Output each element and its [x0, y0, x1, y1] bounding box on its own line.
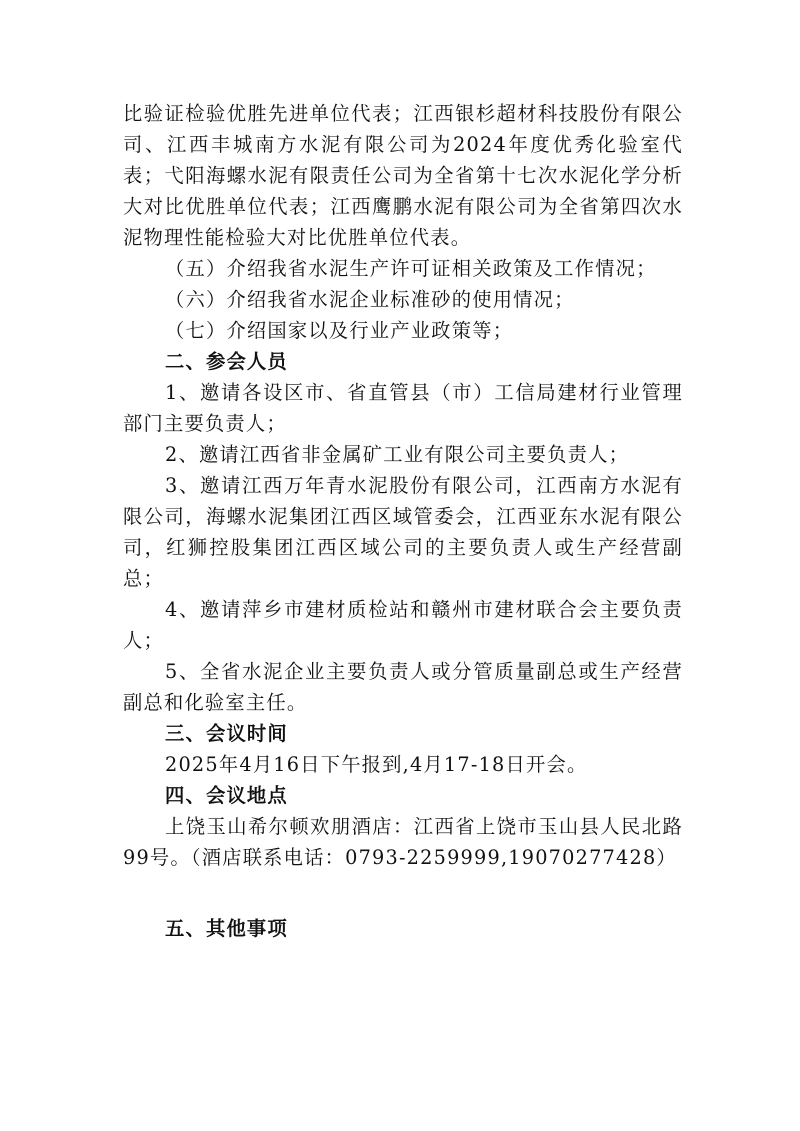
intro-paragraph: 比验证检验优胜先进单位代表；江西银杉超材科技股份有限公司、江西丰城南方水泥有限公司为2024年度优秀化验室代表；弋阳海螺水泥有限责任公司为全省第十七次水泥化学分析大对比优胜单位代表；江西鹰鹏水泥有限公司为全省第四次水泥物理性能检验大对比优胜单位代表。 [123, 102, 683, 249]
attendee-item-2: 2、邀请江西省非金属矿工业有限公司主要负责人； [165, 443, 630, 466]
blank-line [123, 873, 683, 913]
section-place-title: 四、会议地点 [165, 784, 288, 807]
agenda-item-7: （七）介绍国家以及行业产业政策等； [165, 319, 514, 342]
attendee-item-3: 3、邀请江西万年青水泥股份有限公司，江西南方水泥有限公司，海螺水泥集团江西区域管委会，江西亚东水泥有限公司，红狮控股集团江西区域公司的主要负责人或生产经营副总； [123, 474, 683, 590]
meeting-place-text: 上饶玉山希尔顿欢朋酒店：江西省上饶市玉山县人民北路99号。（酒店联系电话：0793-2259999,19070277428） [123, 815, 683, 869]
attendee-item-4: 4、邀请萍乡市建材质检站和赣州市建材联合会主要负责人； [123, 598, 683, 652]
section-other-title: 五、其他事项 [165, 917, 288, 940]
attendee-item-5: 5、全省水泥企业主要负责人或分管质量副总或生产经营副总和化验室主任。 [123, 660, 683, 714]
agenda-item-6: （六）介绍我省水泥企业标准砂的使用情况； [165, 288, 575, 311]
section-attendees-title: 二、参会人员 [165, 350, 288, 373]
document-body [123, 98, 683, 944]
meeting-time-text: 2025年4月16日下午报到,4月17-18日开会。 [165, 753, 588, 776]
section-time-title: 三、会议时间 [165, 722, 288, 745]
agenda-item-5: （五）介绍我省水泥生产许可证相关政策及工作情况； [165, 257, 657, 280]
attendee-item-1: 1、邀请各设区市、省直管县（市）工信局建材行业管理部门主要负责人； [123, 381, 683, 435]
